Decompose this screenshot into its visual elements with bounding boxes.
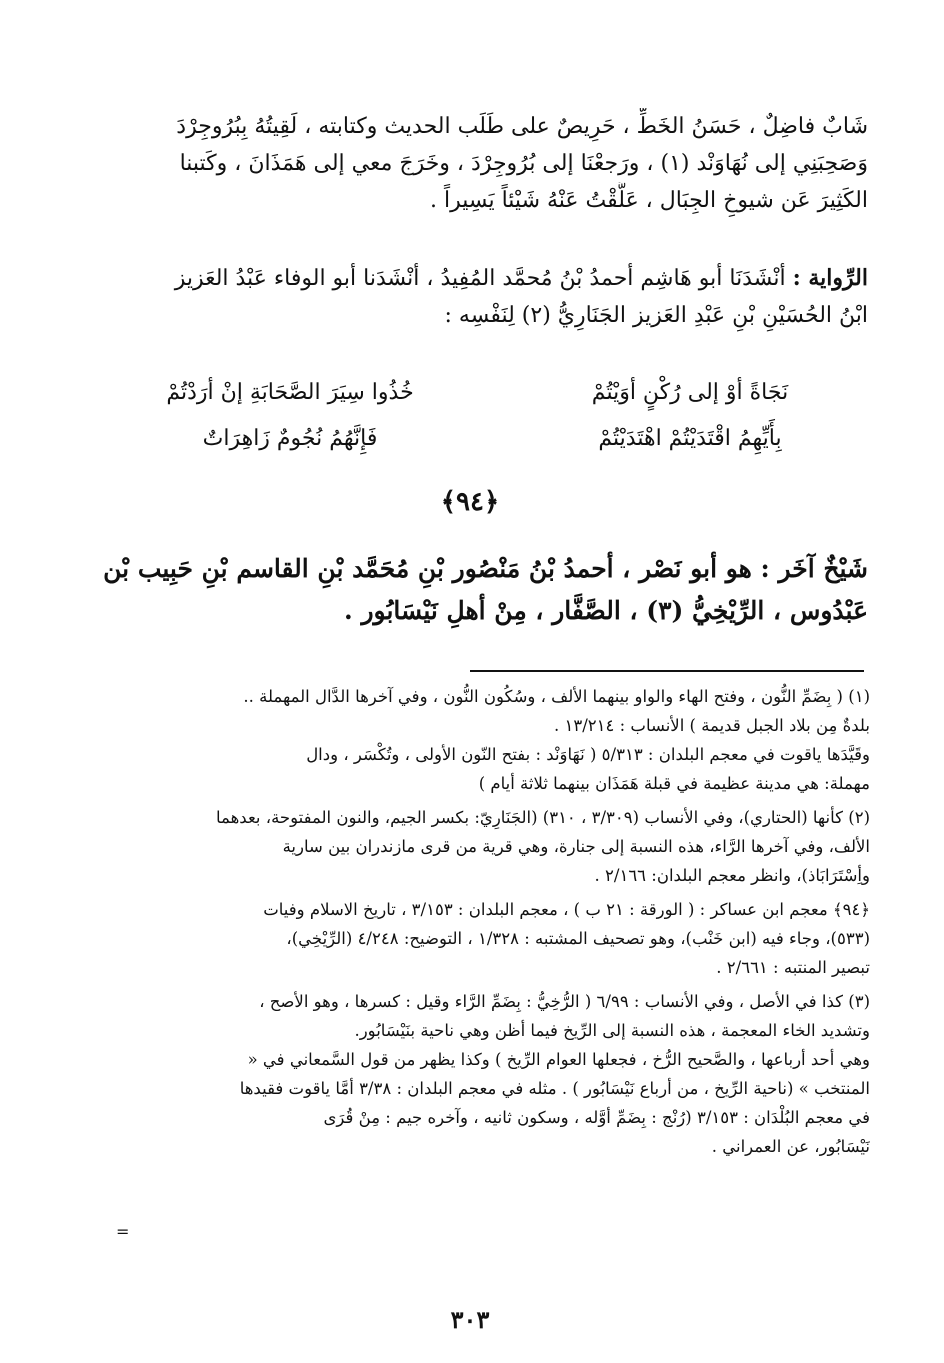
text-line (100, 260, 868, 297)
poem-verses (120, 370, 860, 462)
poem-second-hemistich: بِأَيِّهِمُ اقْتَدَيْتُمْ اهْتَدَيْتُمْ (598, 426, 782, 451)
footnote-line: (٣) كذا في الأصل ، وفي الأنساب : ٦/٩٩ ( الرُّخِيُّ : بِضَمِّ الرَّاء وقيل : كسرها ، وهو الأصح ، (259, 992, 870, 1011)
footnote-line: (٥٣٣)، وجاء فيه (ابن خَنْب)، وهو تصحيف المشتبه : ١/٣٢٨ ، التوضيح: ٤/٢٤٨ (الرِّيْخِي)، (286, 929, 870, 948)
footnote-1 (100, 682, 870, 798)
poem-verse (120, 416, 860, 462)
footnote-line: وأِسْتَرَابَاذ)، وانظر معجم البلدان: ٢/١٦٦ . (594, 866, 870, 885)
poem-verse (120, 370, 860, 416)
footnote-line: الألف، وفي آخرها الرَّاء، هذه النسبة إلى جنارة، وهي قرية من قرى مازندران بين سارية (282, 837, 870, 856)
heading-line: شَيْخٌ آخَر : هو أبو نَصْر ، أحمدُ بْنُ مَنْصُور بْنِ مُحَمَّد بْنِ القاسم بْنِ حَبِيب بْن (103, 554, 868, 583)
text-line: الكَثِيرَ عَن شيوخِ الجِبَال ، عَلَّقْتُ عَنْهُ شَيْئاً يَسِيراً . (429, 188, 868, 213)
poem-second-hemistich: نَجَاةً أوْ إلى رُكْنٍ أوَيْتُمْ (591, 380, 789, 405)
entry-number-marker: ﴿٩٤﴾ (440, 487, 500, 517)
text-line: ابْنُ الحُسَيْنِ بْنِ عَبْدِ العَزيز الجَنَارِيُّ (٢) لِنَفْسِه : (444, 303, 868, 328)
footnote-line: في معجم البُلْدَان : ٣/١٥٣ (رُنْج : بِضَمِّ أوَّله ، وسكون ثانيه ، وآخره جيم : مِنْ قُرَى (323, 1108, 870, 1127)
narration-lead-word: الرِّواية : (792, 265, 868, 291)
footnotes (100, 682, 870, 1166)
footnote-continuation-mark: = (116, 1222, 130, 1241)
page-number: ٣٠٣ (450, 1305, 490, 1334)
footnote-line: (٢) كأنها (الحتاري)، وفي الأنساب (٣/٣٠٩ ، ٣١٠) (الجَنَارِيّ: بكسر الجيم، والنون المفتوحة، بعدهما (216, 808, 870, 827)
footnote-divider (470, 670, 864, 672)
text-line: وَصَحِبَنِي إلى نُهَاوَنْد (١) ، ورَجعْنَا إلى بُرُوجِرْدَ ، وخَرَجَ معي إلى هَمَذَانَ ، وكَتبنا (179, 151, 868, 176)
footnote-line: (١) ( بِضَمِّ النُّون ، وفتح الهاء والواو بينهما الألف ، وسُكُون النُّون ، وفي آخرها الدَّال المهملة .. (243, 687, 870, 706)
paragraph-narration (100, 260, 868, 334)
heading-line: عَبْدُوس ، الرِّيْخِيُّ (٣) ، الصَّفَّار ، مِنْ أهلِ نَيْسَابُور . (344, 596, 868, 625)
footnote-3 (100, 987, 870, 1161)
text-line: شَابٌ فاضِلٌ ، حَسَنُ الخَطِّ ، حَرِيصٌ على طَلَب الحديث وكتابته ، لَقِيتُهُ بِبُرُوجِرْدَ (176, 114, 868, 139)
footnote-entry-sources (100, 895, 870, 982)
poem-first-hemistich: خُذُوا سِيَرَ الصَّحَابَةِ إنْ أرَدْتُمْ (166, 380, 414, 405)
footnote-line: نَيْسَابُور، عن العمراني . (711, 1137, 870, 1156)
poem-first-hemistich: فَإِنَّهُمُ نُجُومٌ زَاهِرَاتٌ (202, 426, 378, 451)
footnote-line: بلدةٌ مِن بلاد الجبل قديمة ) الأنساب : ١٣/٢١٤ . (553, 716, 870, 735)
entry-heading (100, 548, 868, 632)
footnote-line: وقَيَّدَها ياقوت في معجم البلدان : ٥/٣١٣ ( نَهَاوَنْد : بفتح النّون الأولى ، وتُكْسَر ، ودال (306, 745, 870, 764)
footnote-line: وتشديد الخاء المعجمة ، هذه النسبة إلى الرِّيخ فيما أظن وهي ناحية بنَيْسَابُور. (354, 1021, 870, 1040)
footnote-line: وهي أحد أرباعها ، والصَّحيح الرُّخ ، فجعلها العوام الرِّيخ ) وكذا يظهر من قول السَّمعاني في « (247, 1050, 870, 1069)
narration-text: أنْشَدَنَا أبو هَاشِم أحمدُ بْنُ مُحمَّد المُفِيدُ ، أنْشَدَنا أبو الوفاء عَبْدُ العَزيز (174, 266, 786, 291)
paragraph-biography (100, 108, 868, 219)
footnote-2 (100, 803, 870, 890)
footnote-line: ﴿٩٤﴾ معجم ابن عساكر : ( الورقة : ٢١ ب ) ، معجم البلدان : ٣/١٥٣ ، تاريخ الاسلام وفيات (263, 900, 870, 919)
footnote-line: مهملة: هي مدينة عظيمة في قبلة هَمَذَان بينهما ثلاثة أيام ) (478, 774, 870, 793)
footnote-line: المنتخب » (ناحية الرِّيخ ، من أرباع نَيْسَابُور ) . مثله في معجم البلدان : ٣/٣٨ أمَّا ياقوت فقيدها (239, 1079, 870, 1098)
footnote-line: تبصير المنتبه : ٢/٦٦١ . (716, 958, 870, 977)
